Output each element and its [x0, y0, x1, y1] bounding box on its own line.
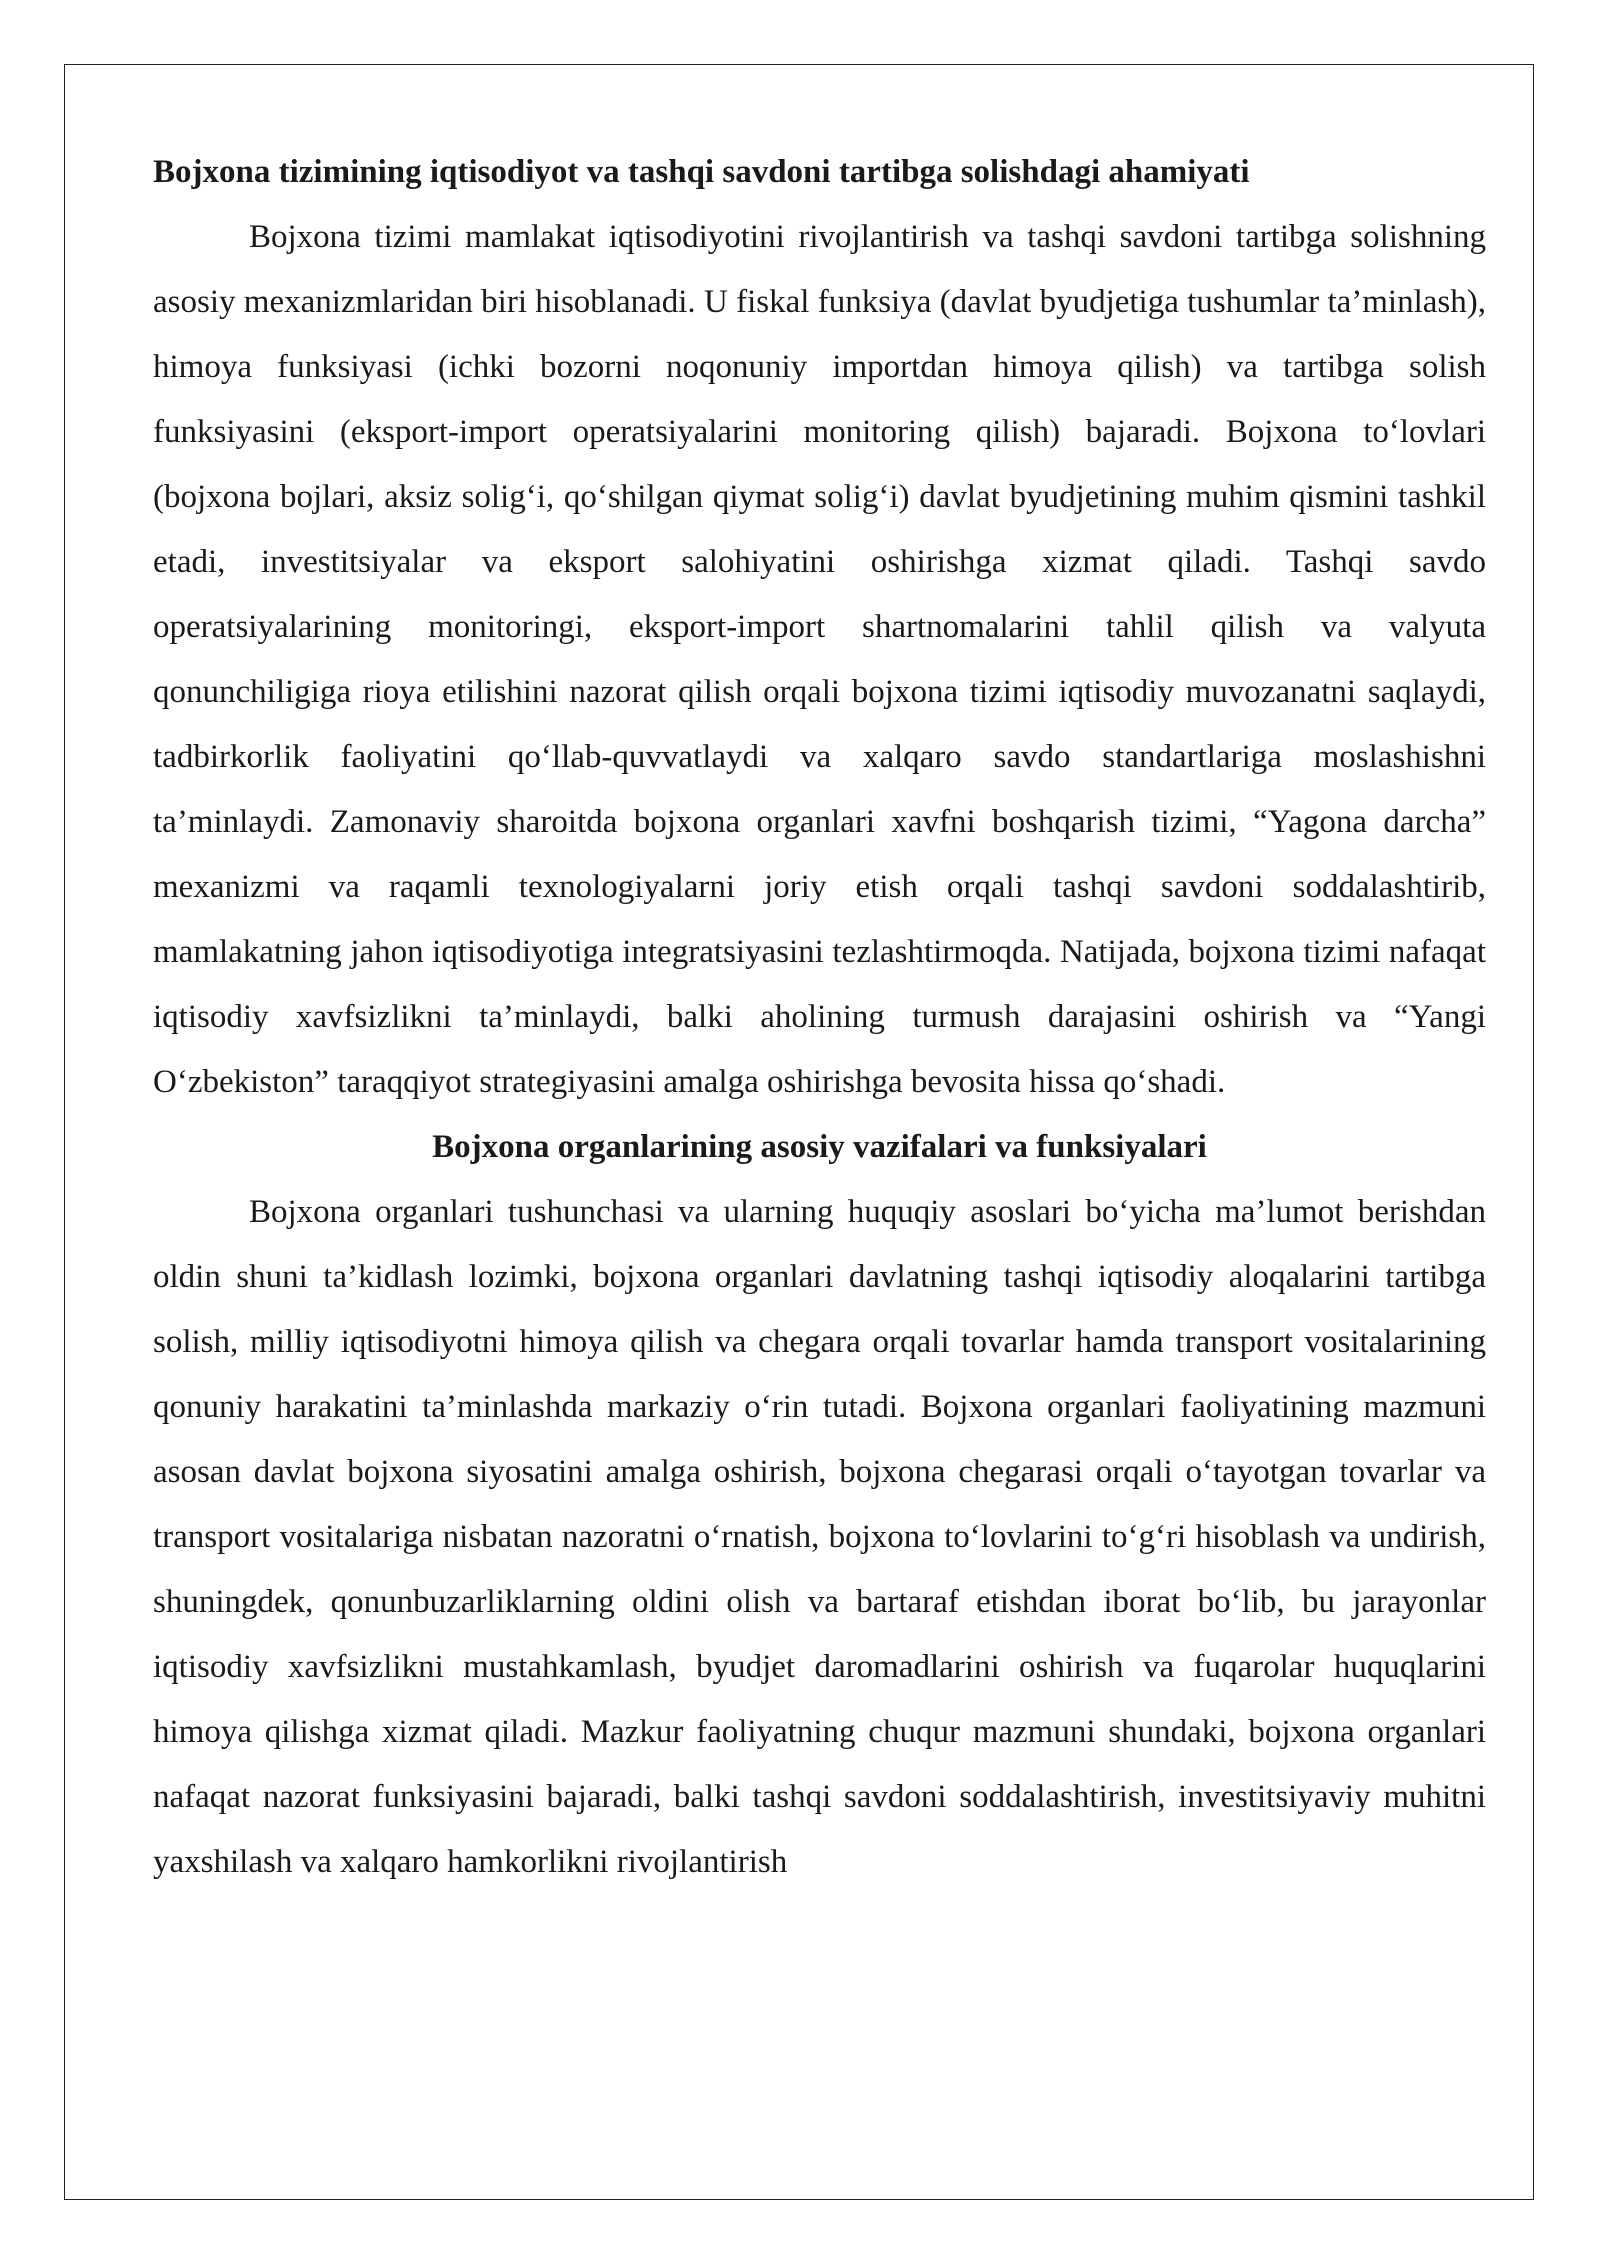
- document-body: [153, 140, 1486, 1895]
- section-heading-customs-bodies-tasks: Bojxona organlarining asosiy vazifalari va funksiyalari: [432, 1129, 1207, 1165]
- body-paragraph-customs-bodies: Bojxona organlari tushunchasi va ularning huquqiy asoslari boʻyicha ma’lumot berishdan oldin shuni ta’kidlash lozimki, bojxona organlari davlatning tashqi iqtisodiy aloqalarini tartibga solish, milliy iqtisodiyotni himoya qilish va chegara orqali tovarlar hamda transport vositalarining qonuniy harakatini ta’minlashda markaziy oʻrin tutadi. Bojxona organlari faoliyatining mazmuni asosan davlat bojxona siyosatini amalga oshirish, bojxona chegarasi orqali oʻtayotgan tovarlar va transport vositalariga nisbatan nazoratni oʻrnatish, bojxona toʻlovlarini toʻgʻri hisoblash va undirish, shuningdek, qonunbuzarliklarning oldini olish va bartaraf etishdan iborat boʻlib, bu jarayonlar iqtisodiy xavfsizlikni mustahkamlash, byudjet daromadlarini oshirish va fuqarolar huquqlarini himoya qilishga xizmat qiladi. Mazkur faoliyatning chuqur mazmuni shundaki, bojxona organlari nafaqat nazorat funksiyasini bajaradi, balki tashqi savdoni soddalashtirish, investitsiyaviy muhitni yaxshilash va xalqaro hamkorlikni rivojlantirish: [153, 1194, 1486, 1880]
- body-paragraph-customs-system: Bojxona tizimi mamlakat iqtisodiyotini rivojlantirish va tashqi savdoni tartibga solishning asosiy mexanizmlaridan biri hisoblanadi. U fiskal funksiya (davlat byudjetiga tushumlar ta’minlash), himoya funksiyasi (ichki bozorni noqonuniy importdan himoya qilish) va tartibga solish funksiyasini (eksport-import operatsiyalarini monitoring qilish) bajaradi. Bojxona toʻlovlari (bojxona bojlari, aksiz soligʻi, qoʻshilgan qiymat soligʻi) davlat byudjetining muhim qismini tashkil etadi, investitsiyalar va eksport salohiyatini oshirishga xizmat qiladi. Tashqi savdo operatsiyalarining monitoringi, eksport-import shartnomalarini tahlil qilish va valyuta qonunchiligiga rioya etilishini nazorat qilish orqali bojxona tizimi iqtisodiy muvozanatni saqlaydi, tadbirkorlik faoliyatini qoʻllab-quvvatlaydi va xalqaro savdo standartlariga moslashishni ta’minlaydi. Zamonaviy sharoitda bojxona organlari xavfni boshqarish tizimi, “Yagona darcha” mexanizmi va raqamli texnologiyalarni joriy etish orqali tashqi savdoni soddalashtirib, mamlakatning jahon iqtisodiyotiga integratsiyasini tezlashtirmoqda. Natijada, bojxona tizimi nafaqat iqtisodiy xavfsizlikni ta’minlaydi, balki aholining turmush darajasini oshirish va “Yangi Oʻzbekiston” taraqqiyot strategiyasini amalga oshirishga bevosita hissa qoʻshadi.: [153, 219, 1486, 1100]
- section-heading-customs-system-importance: Bojxona tizimining iqtisodiyot va tashqi savdoni tartibga solishdagi ahamiyati: [153, 154, 1250, 190]
